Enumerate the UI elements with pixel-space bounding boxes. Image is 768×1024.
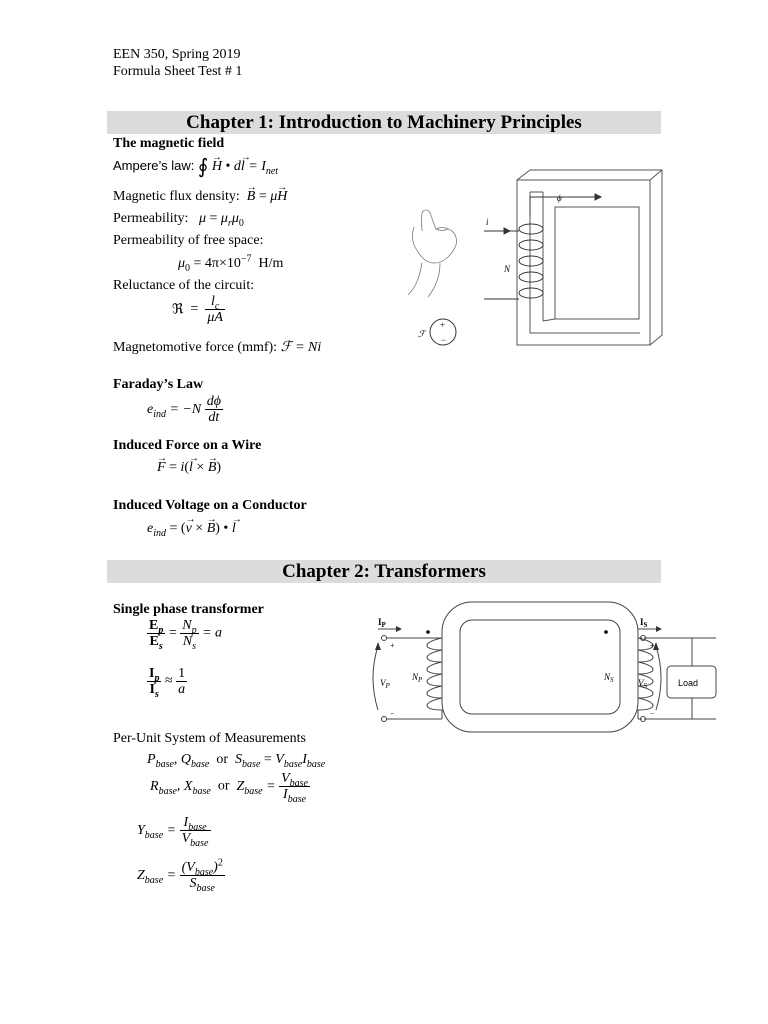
perm-free-label: Permeability of free space: — [113, 233, 264, 248]
chapter1-title: Chapter 1: Introduction to Machinery Principles — [107, 111, 661, 134]
faraday-heading: Faraday’s Law — [113, 377, 204, 392]
permeability-label: Permeability: — [113, 211, 189, 226]
permeability: Permeability: $\mu = \mu_r\mu_0$ — [113, 211, 244, 229]
magnetic-core-figure — [400, 165, 670, 365]
phi-label: ϕ — [557, 193, 562, 203]
sheet-subtitle: Formula Sheet Test # 1 — [113, 64, 243, 79]
admittance-base-formula: $Y_{base}$ = $\frac{I_{base}}{V_{base}}$ — [137, 815, 209, 849]
chapter2-title: Chapter 2: Transformers — [107, 560, 661, 583]
voltage-ratio-formula: $\frac{E_p}{E_s}$ = $\frac{N_p}{N_s}$ = a — [149, 618, 223, 652]
integral-sign: ∮ — [197, 155, 209, 178]
right-hand-icon — [408, 210, 457, 297]
secondary-plus: + — [650, 641, 655, 650]
ampere-law: Ampere’s law: ∮ → H • $d\to l = I_{net}$ — [113, 158, 278, 175]
np-label: $N_P$ — [412, 672, 423, 684]
reluctance-formula: ℜ = $\frac{l_c}{\mu A}$ — [172, 294, 223, 325]
mmf-label: Magnetomotive force (mmf): — [113, 340, 278, 355]
ns-label: $N_S$ — [604, 672, 614, 684]
plus-sign: + — [440, 320, 446, 330]
single-phase-heading: Single phase transformer — [113, 602, 264, 617]
current-ratio-formula: $\frac{I_p}{I_s}$ ≈ $\frac{1}{a}$ — [149, 666, 186, 700]
per-unit-heading: Per-Unit System of Measurements — [113, 731, 306, 746]
ip-label: $I_P$ — [378, 617, 386, 629]
voltage-formula: $e_{ind}$ = (→ v × → B) • → l — [147, 521, 236, 537]
force-heading: Induced Force on a Wire — [113, 438, 262, 453]
mmf — [113, 340, 321, 356]
vp-label: $V_P$ — [380, 678, 390, 690]
primary-plus: + — [390, 641, 395, 650]
secondary-minus: − — [650, 709, 655, 718]
primary-minus: − — [390, 709, 395, 718]
ampere-rhs: = I — [248, 159, 266, 174]
impedance-base-formula: $R_{base}$, $X_{base}$ or $Z_{base}$ = $\frac{V_{base}}{I_{base}}$ — [150, 771, 308, 805]
ampere-sub: net — [265, 165, 279, 177]
mu0-formula: $\mu_0 = 4\pi\times 10^{-7}$ H/m — [178, 253, 284, 274]
mmf-formula: ℱ = Ni — [280, 340, 322, 355]
minus-sign: − — [441, 335, 447, 345]
reluctance-label: Reluctance of the circuit: — [113, 278, 255, 293]
power-base-formula: $P_{base}$, $Q_{base}$ or $S_{base} = V_{base}I_{base}$ — [147, 752, 326, 770]
course-title: EEN 350, Spring 2019 — [113, 47, 241, 62]
vs-label: $V_S$ — [638, 678, 647, 690]
force-formula: → F = i(→ l × → B) — [157, 460, 221, 476]
faraday-formula: $e_{ind} = -N$ $\frac{d\phi}{dt}$ — [147, 394, 221, 425]
transformer-figure — [370, 598, 720, 736]
flux-label: Magnetic flux density: — [113, 189, 240, 204]
magnetic-field-heading: The magnetic field — [113, 136, 225, 151]
voltage-heading: Induced Voltage on a Conductor — [113, 498, 307, 513]
ampere-label: Ampere’s law: — [113, 158, 195, 173]
zbase-power-formula: $Z_{base}$ = $\frac{(V_{base})^2}{S_{base}}$ — [137, 857, 223, 894]
load-label: Load — [678, 678, 699, 688]
mmf-source-label: ℱ — [418, 329, 426, 339]
current-label: i — [486, 217, 489, 227]
flux-density: Magnetic flux density: → B = μ→ H — [113, 189, 287, 205]
turns-label: N — [504, 264, 511, 274]
is-label: $I_S$ — [640, 617, 648, 629]
